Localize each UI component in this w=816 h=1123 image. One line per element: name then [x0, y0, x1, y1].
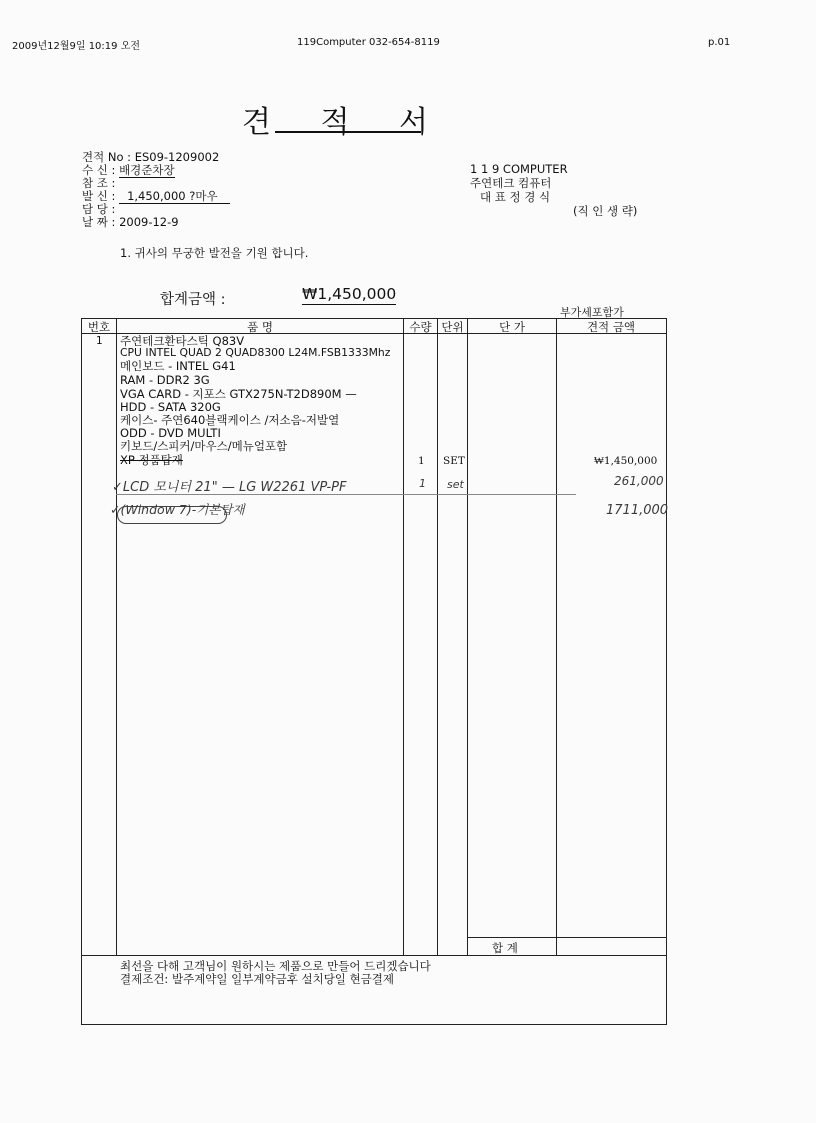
- total-label: 합계금액 :: [160, 292, 226, 308]
- item-line: HDD - SATA 320G: [120, 400, 221, 414]
- fax-sender: 119Computer 032-654-8119: [297, 37, 440, 48]
- handwritten-lcd-amount: 261,000: [614, 474, 664, 488]
- col-divider-no: [116, 318, 117, 955]
- vat-included-note: 부가세포함가: [560, 306, 624, 319]
- col-divider-qty: [437, 318, 438, 955]
- unit-value: SET: [443, 455, 465, 467]
- handwritten-windows-item: ✓(Window 7)-기본탑재: [110, 502, 245, 517]
- item-line: 메인보드 - INTEL G41: [120, 359, 236, 373]
- item-line: ODD - DVD MULTI: [120, 426, 221, 440]
- total-value: ₩1,450,000: [302, 285, 397, 303]
- footer-message: 최선을 다해 고객님이 원하시는 제품으로 만들어 드리겠습니다: [120, 959, 431, 973]
- handwritten-rule: [116, 494, 576, 495]
- recipient-row: 수 신 : 배경준차장: [82, 163, 175, 177]
- date-row: 날 짜 : 2009-12-9: [82, 215, 179, 229]
- fax-page-number: p.01: [708, 37, 731, 48]
- representative: 대 표 정 경 식: [480, 190, 551, 204]
- amount-value: ₩1,450,000: [594, 455, 658, 467]
- contact-row: 담 당 :: [82, 202, 116, 216]
- item-line: 키보드/스피커/마우스/메뉴얼포함: [120, 439, 288, 453]
- handwritten-lcd-item: ✓LCD 모니터 21" — LG W2261 VP-PF: [112, 480, 347, 495]
- recipient-label: 수 신: [82, 163, 108, 177]
- title-underline: [275, 131, 421, 133]
- sum-row-top: [467, 937, 666, 938]
- header-unit-price: 단 가: [499, 320, 525, 334]
- document-title: 견 적 서: [241, 105, 448, 140]
- col-divider-name: [403, 318, 404, 955]
- handwritten-lcd-qty: 1: [419, 477, 426, 490]
- item-line: 주연테크환타스틱 Q83V: [120, 334, 245, 348]
- item-line: RAM - DDR2 3G: [120, 373, 210, 387]
- qty-value: 1: [418, 455, 425, 467]
- handwritten-total-amount: 1711,000: [606, 503, 669, 518]
- quote-number: ES09-1209002: [134, 150, 220, 164]
- fax-datetime: 2009년12월9일 10:19 오전: [12, 41, 141, 52]
- sender-value: 1,450,000 ?마우: [119, 189, 230, 204]
- header-no: 번호: [87, 320, 111, 334]
- recipient-value: 배경준차장: [119, 163, 175, 177]
- header-unit: 단위: [441, 320, 464, 334]
- company-name-kr: 주연테크 컴퓨터: [470, 176, 552, 190]
- company-name-en: 1 1 9 COMPUTER: [470, 162, 568, 176]
- quote-number-row: 견적 No : ES09-1209002: [82, 150, 220, 164]
- col-divider-price: [556, 318, 557, 955]
- greeting-text: 1. 귀사의 무궁한 발전을 기원 합니다.: [120, 246, 309, 260]
- row-number: 1: [96, 335, 103, 347]
- handwritten-lcd-unit: set: [447, 478, 464, 491]
- header-amount: 견적 금액: [586, 320, 636, 334]
- reference-row: 참 조 :: [82, 176, 116, 190]
- item-line: VGA CARD - 지포스 GTX275N-T2D890M —: [120, 387, 357, 401]
- seal-note: (직 인 생 략): [573, 204, 638, 218]
- item-line: CPU INTEL QUAD 2 QUAD8300 L24M.FSB1333Mhz: [120, 346, 391, 359]
- col-divider-unit: [467, 318, 468, 955]
- sender-row: 발 신 : 1,450,000 ?마우: [82, 190, 230, 202]
- sum-label: 합 계: [492, 941, 518, 955]
- header-qty: 수량: [409, 320, 432, 334]
- header-item-name: 품 명: [247, 320, 273, 334]
- item-line-struck: XP 정품탑재: [120, 453, 183, 467]
- table-footer-divider: [81, 955, 666, 956]
- date-label: 날 짜: [82, 215, 108, 229]
- payment-terms: 결제조건: 발주계약일 일부계약금후 설치당일 현금결제: [120, 972, 395, 986]
- sender-label: 발 신: [82, 189, 108, 203]
- contact-label: 담 당: [82, 202, 108, 216]
- date-value: 2009-12-9: [119, 215, 179, 229]
- quote-number-label: 견적 No: [82, 150, 124, 164]
- reference-label: 참 조: [82, 176, 108, 190]
- item-line: 케이스- 주연640블랙케이스 /저소음-저발열: [120, 413, 340, 427]
